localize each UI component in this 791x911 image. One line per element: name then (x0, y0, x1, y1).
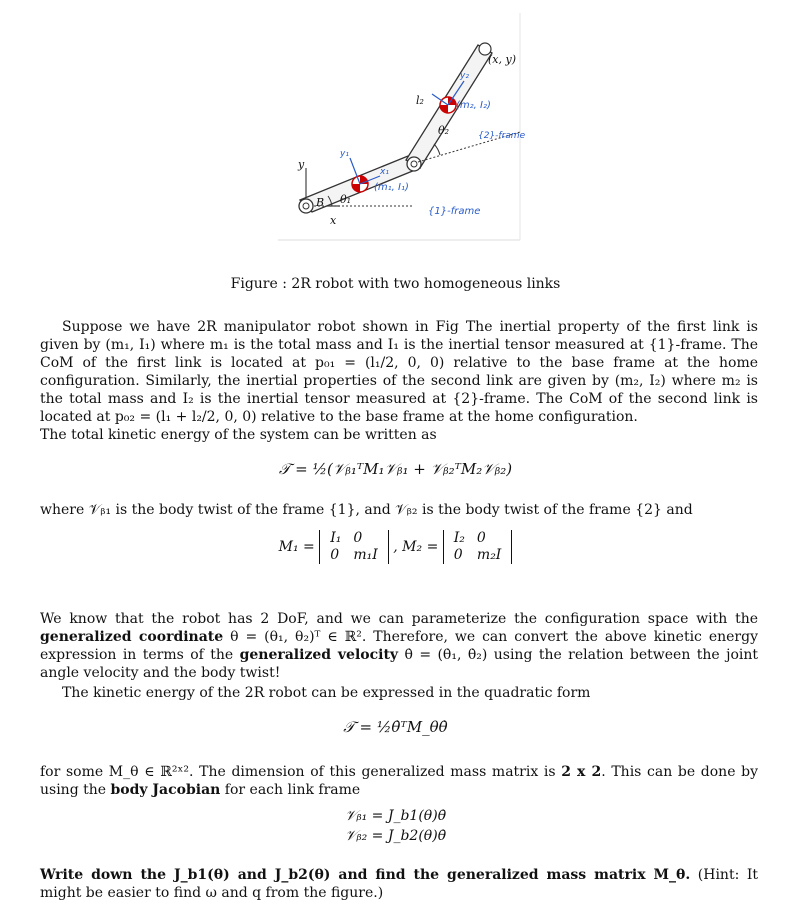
equation-quadratic: 𝒯 = ½θ̇ᵀM_θθ̇ (343, 718, 448, 736)
paragraph-7: Write down the J_b1(θ) and J_b2(θ) and find the generalized mass matrix M_θ. (Hint: It might be easier to find ω and q from the figure.) (40, 867, 758, 901)
label-l2: l₂ (416, 94, 424, 107)
paragraph-5: The kinetic energy of the 2R robot can be expressed in the quadratic form (62, 685, 591, 701)
equation-jacobian-1: 𝒱ᵦ₁ = J_b1(θ)θ̇ (344, 808, 447, 824)
label-theta2: θ₂ (438, 124, 450, 137)
figure-caption: Figure : 2R robot with two homogeneous links (230, 276, 561, 292)
label-frame1: {1}-frame (428, 206, 481, 217)
mass-matrices (0, 530, 791, 564)
label-frame2: {2}-frame (478, 131, 525, 141)
label-xy: (x, y) (488, 53, 516, 66)
m2-matrix: I₂ 0 0 m₂I (443, 530, 513, 564)
label-axis-x: x (330, 214, 337, 227)
paragraph-4: We know that the robot has 2 DoF, and we can parameterize the configuration space with the generalized coordinate θ = (θ₁, θ₂)ᵀ ∈ ℝ². Therefore, we can convert the above kinetic energy expression in terms of the generalized velocity θ̇ = (θ̇₁, θ̇₂) using the relation between the joint angle velocity and the body twist! (40, 611, 759, 681)
paragraph-1: Suppose we have 2R manipulator robot shown in Fig The inertial property of the first link is given by (m₁, I₁) where m₁ is the total mass and I₁ is the inertial tensor measured at {1}-frame. The CoM of the first link is located at p₀₁ = (l₁/2, 0, 0) relative to the base frame at the home configuration. Similarly, the inertial properties of the second link are given by (m₂, I₂) where m₂ is the total mass and I₂ is the inertial tensor measured at {2}-frame. The CoM of the second link is located at p₀₂ = (l₁ + l₂/2, 0, 0) relative to the base frame at the home configuration. (40, 319, 758, 425)
equation-kinetic-energy: 𝒯 = ½(𝒱ᵦ₁ᵀM₁𝒱ᵦ₁ + 𝒱ᵦ₂ᵀM₂𝒱ᵦ₂) (278, 460, 513, 478)
label-y2: y₂ (460, 71, 469, 81)
label-axis-y: y (298, 158, 305, 171)
label-x1: x₁ (380, 167, 389, 177)
paragraph-3: where 𝒱ᵦ₁ is the body twist of the frame {1}, and 𝒱ᵦ₂ is the body twist of the frame {2} and (40, 502, 693, 518)
label-y1: y₁ (340, 149, 349, 159)
label-m1i1: (m₁, I₁) (374, 182, 409, 193)
m1-matrix: I₁ 0 0 m₁I (319, 530, 389, 564)
label-base: B (316, 196, 325, 209)
label-theta1: θ₁ (340, 193, 352, 206)
m1-label: M₁ = (278, 539, 315, 555)
label-m2i2: (m₂, I₂) (456, 100, 491, 111)
robot-figure (270, 8, 525, 243)
m2-label: , M₂ = (393, 539, 439, 555)
paragraph-2: The total kinetic energy of the system can be written as (40, 427, 437, 443)
paragraph-6: for some M_θ ∈ ℝ²ˣ². The dimension of this generalized mass matrix is 2 x 2. This can be done by using the body Jacobian for each link frame (40, 764, 759, 798)
equation-jacobian-2: 𝒱ᵦ₂ = J_b2(θ)θ̇ (344, 828, 447, 844)
